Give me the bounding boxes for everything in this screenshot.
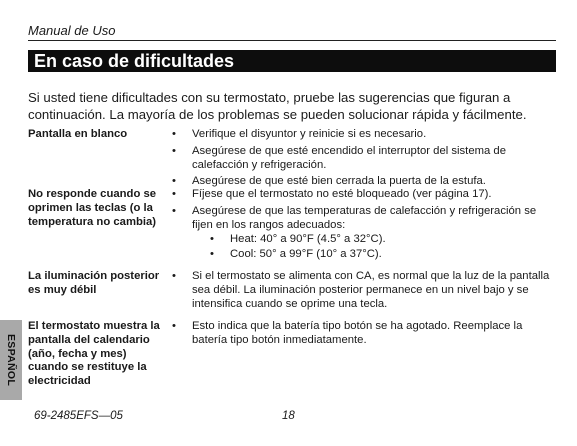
- solution-list: [172, 320, 558, 351]
- solution-item: • Esto indica que la batería tipo botón se ha agotado. Reemplace la batería tipo botón inmediatamente.: [172, 320, 558, 348]
- solution-item: • Asegúrese de que esté encendido el interruptor del sistema de calefacción y refrigeración.: [172, 145, 558, 173]
- header-rule: [28, 40, 556, 41]
- language-tab-label: ESPAÑOL: [5, 333, 17, 387]
- intro-paragraph: Si usted tiene dificultades con su termostato, pruebe las sugerencias que figuran a continuación. La mayoría de los problemas se pueden solucionar rápida y fácilmente.: [28, 90, 527, 122]
- solution-list: [172, 270, 558, 314]
- solution-item-text: Asegúrese de que las temperaturas de calefacción y refrigeración se fijen en los rangos adecuados:: [192, 204, 537, 231]
- solution-item: • Fíjese que el termostato no esté bloqueado (ver página 17).: [172, 188, 558, 202]
- solution-item: • Asegúrese de que esté bien cerrada la puerta de la estufa.: [172, 175, 558, 189]
- problem-label: La iluminación posterior es muy débil: [28, 270, 160, 296]
- manual-header: Manual de Uso: [28, 23, 116, 38]
- temperature-range-list: [192, 233, 558, 262]
- section-title: En caso de dificultades: [28, 50, 556, 72]
- solution-item: [172, 205, 558, 262]
- problem-label: No responde cuando se oprimen las teclas (o la temperatura no cambia): [28, 188, 157, 228]
- problem-label: Pantalla en blanco: [28, 128, 128, 140]
- solution-item: • Si el termostato se alimenta con CA, es normal que la luz de la pantalla sea débil. La iluminación posterior permanece en un nivel bajo y se intensifica cuando se oprime una tecla.: [172, 270, 558, 311]
- solution-list: [172, 188, 558, 265]
- solution-list: [172, 128, 558, 192]
- solution-item: • Verifique el disyuntor y reinicie si es necesario.: [172, 128, 558, 142]
- problem-label: El termostato muestra la pantalla del calendario (año, fecha y mes) cuando se restituye la electricidad: [28, 320, 160, 388]
- language-side-tab: [0, 320, 22, 400]
- cool-range-item: • Cool: 50° a 99°F (10° a 37°C).: [192, 248, 558, 262]
- page-number: 18: [282, 410, 295, 422]
- document-code: 69-2485EFS—05: [34, 410, 123, 422]
- heat-range-item: • Heat: 40° a 90°F (4.5° a 32°C).: [192, 233, 558, 247]
